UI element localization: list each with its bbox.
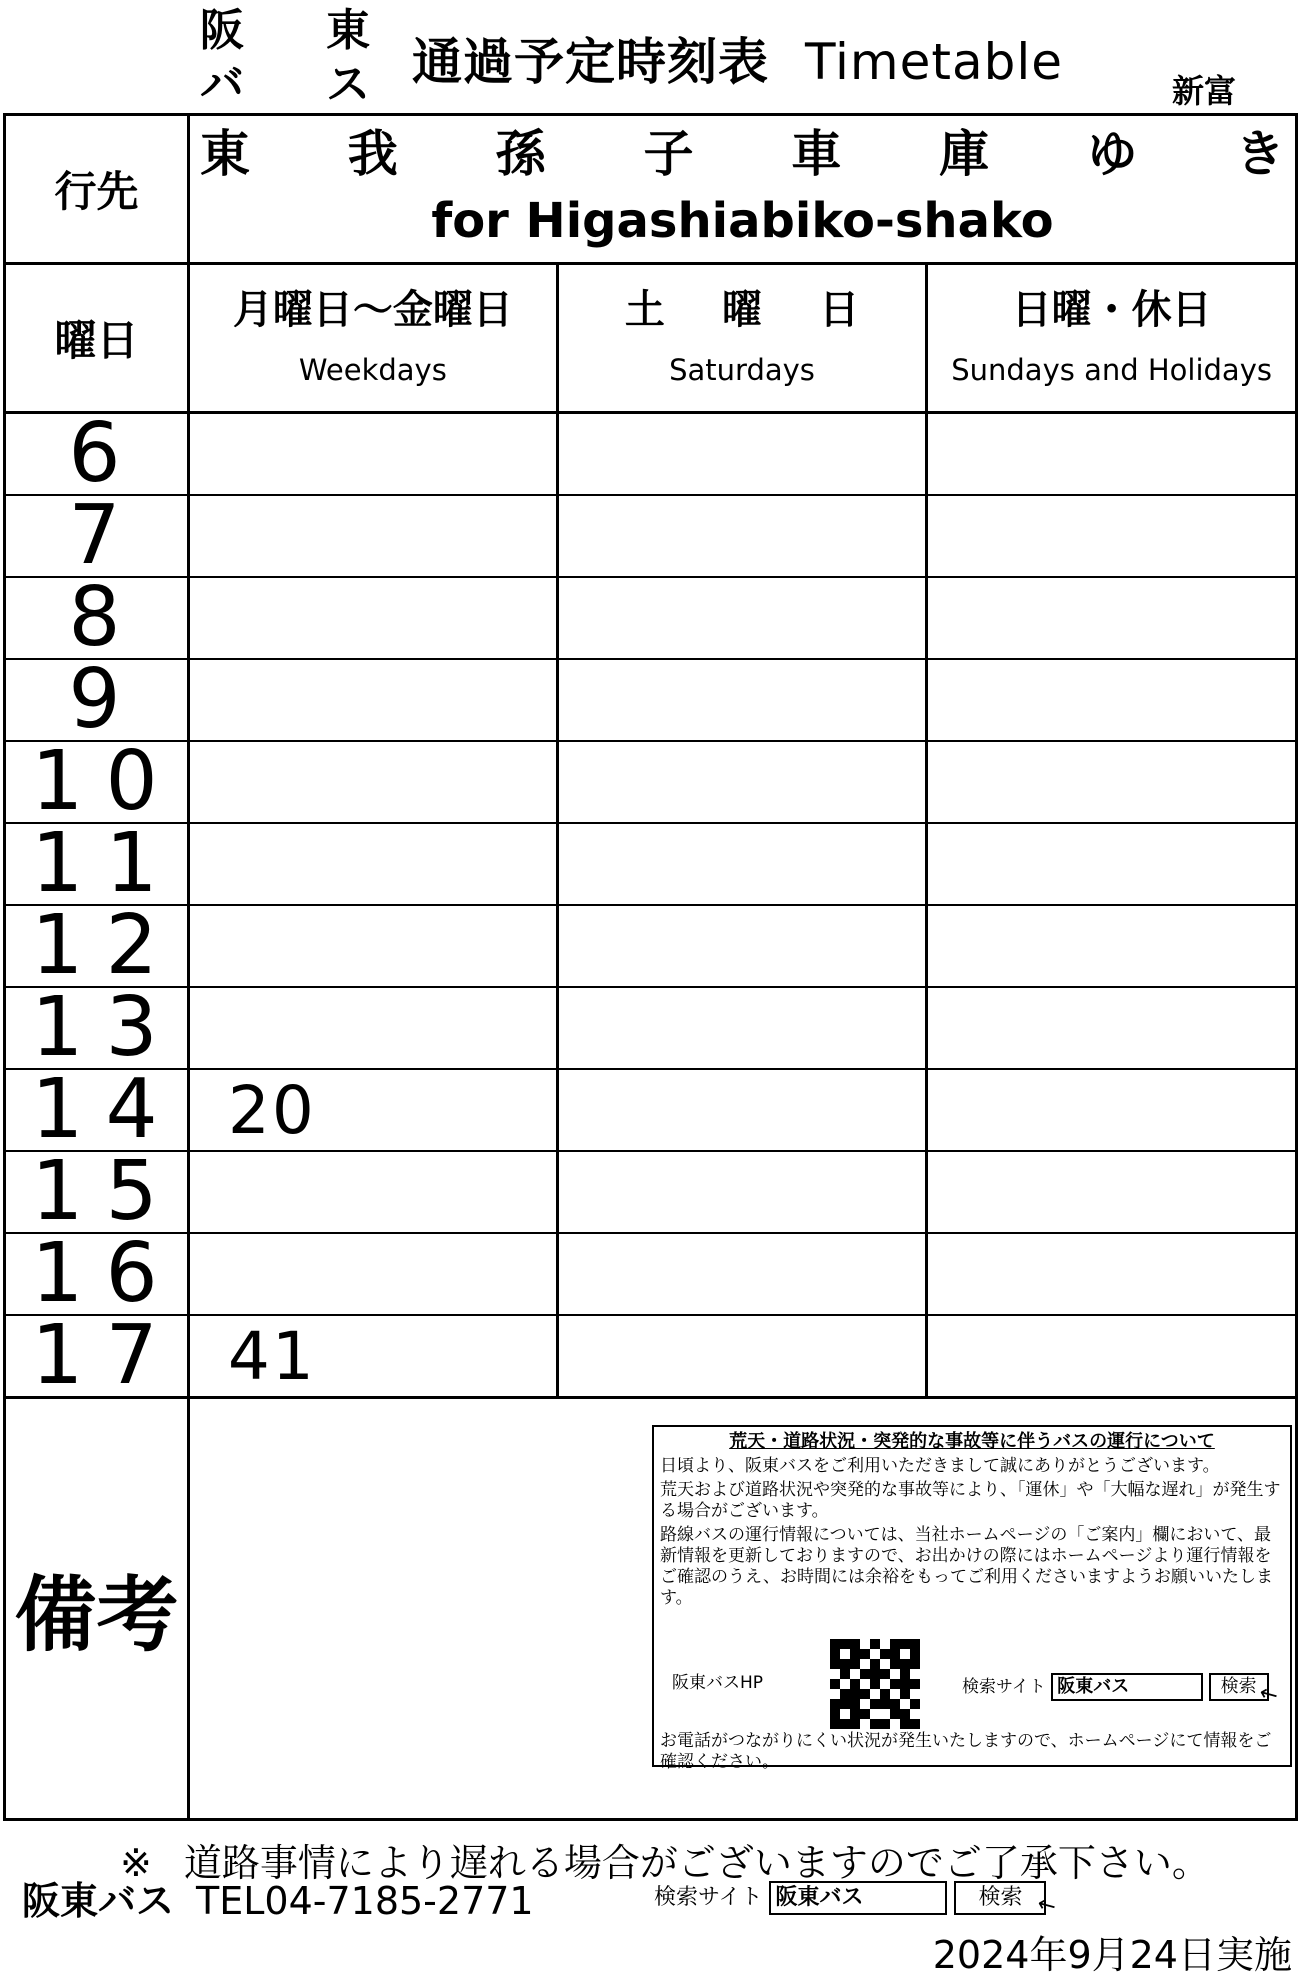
sat-char: 日 [819,287,860,333]
hour-row [5,659,1297,741]
holiday-minutes [927,987,1297,1069]
dest-char: 子 [643,125,694,183]
dest-char: 我 [347,125,398,183]
contact-line [22,1870,534,1925]
saturday-minutes [557,1069,926,1151]
search-input[interactable]: 阪東バス [769,1881,947,1915]
title-ja: 通過予定時刻表 [412,33,769,91]
footer-search [654,1880,1062,1922]
hour-cell: 17 [5,1315,189,1398]
destination-label: 行先 [5,115,189,264]
weekday-minutes [188,905,557,987]
title-en: Timetable [805,33,1063,91]
weekday-minutes [188,741,557,823]
notice-paragraph: お電話がつながりにくい状況が発生いたしますので、ホームページにて情報をご確認ください。 [660,1731,1272,1772]
holiday-minutes [927,823,1297,905]
saturday-minutes [557,659,926,741]
hour-row [5,1069,1297,1151]
stop-name: 新富 [1172,72,1237,110]
weekday-minutes: 41 [188,1315,557,1398]
company-char: 東 [326,5,370,56]
dest-char: 庫 [939,125,990,183]
cursor-icon: ↖ [1032,1890,1062,1922]
hour-row [5,577,1297,659]
search-button-label: 検索 [978,1885,1023,1910]
weekdays-ja: 月曜日～金曜日 [232,287,513,333]
saturday-minutes [557,905,926,987]
page-title [412,22,1063,94]
hour-row [5,987,1297,1069]
saturday-minutes [557,1233,926,1315]
hour-cell: 10 [5,741,189,823]
notes-label: 備考 [5,1398,189,1820]
notice-paragraph: 荒天および道路状況や突発的な事故等により、「運休」や「大幅な遅れ」が発生する場合がございます。 [660,1480,1281,1521]
notice-paragraph: 日頃より、阪東バスをご利用いただきまして誠にありがとうございます。 [660,1456,1220,1476]
search-site-label: 検索サイト [962,1677,1046,1697]
weekdays-header [188,264,557,413]
dest-char: き [1234,125,1285,183]
search-site-label: 検索サイト [654,1885,763,1910]
saturday-minutes [557,741,926,823]
saturday-minutes [557,1151,926,1233]
holidays-en: Sundays and Holidays [951,353,1272,387]
footer-company: 阪東バス [22,1879,175,1923]
hour-row [5,1151,1297,1233]
destination-ja [190,122,1295,186]
destination-cell [188,115,1296,264]
weekday-minutes: 20 [188,1069,557,1151]
day-label: 曜日 [5,264,189,413]
qr-code-icon[interactable] [830,1639,920,1729]
holidays-ja: 日曜・休日 [1011,287,1212,333]
holiday-minutes [927,1151,1297,1233]
hour-cell: 13 [5,987,189,1069]
holiday-minutes [927,1315,1297,1398]
hour-cell: 11 [5,823,189,905]
saturdays-ja [559,278,925,342]
weekday-minutes [188,987,557,1069]
hour-cell: 6 [5,413,189,496]
hour-cell: 7 [5,495,189,577]
dest-char: ゆ [1087,125,1138,183]
hour-row [5,495,1297,577]
note-text: 道路事情により遅れる場合がございますのでご了承下さい。 [183,1841,1210,1885]
holiday-minutes [927,413,1297,496]
hour-row [5,823,1297,905]
weekday-minutes [188,413,557,496]
saturday-minutes [557,1315,926,1398]
hour-cell: 8 [5,577,189,659]
destination-en: for Higashiabiko-shako [431,193,1054,249]
sat-char: 土 [624,287,665,333]
weekdays-en: Weekdays [298,353,447,387]
note-mark: ※ [120,1841,152,1885]
hour-cell: 16 [5,1233,189,1315]
weekday-minutes [188,1233,557,1315]
sat-char: 曜 [722,287,763,333]
holiday-minutes [927,1233,1297,1315]
weekday-minutes [188,823,557,905]
hour-row [5,1315,1297,1398]
company-char: ス [326,59,370,110]
search-button[interactable] [954,1881,1062,1922]
holiday-minutes [927,741,1297,823]
notice-search [962,1673,1284,1711]
saturday-minutes [557,823,926,905]
hour-row [5,741,1297,823]
holiday-minutes [927,1069,1297,1151]
company-char: バ [200,59,244,110]
weekday-minutes [188,577,557,659]
hour-cell: 12 [5,905,189,987]
hp-row [672,1639,1284,1729]
weekday-minutes [188,1151,557,1233]
search-input[interactable]: 阪東バス [1051,1673,1203,1701]
holidays-header [927,264,1297,413]
cursor-icon: ↖ [1254,1679,1284,1711]
saturdays-header [557,264,926,413]
dest-char: 孫 [495,125,546,183]
weekday-minutes [188,659,557,741]
hour-cell: 14 [5,1069,189,1151]
holiday-minutes [927,905,1297,987]
search-button-label: 検索 [1220,1676,1257,1697]
effective-date: 2024年9月24日実施 [932,1933,1292,1977]
saturdays-en: Saturdays [669,353,815,387]
hour-row [5,905,1297,987]
hp-label: 阪東バスHP [672,1673,764,1693]
search-button[interactable] [1209,1673,1284,1711]
hour-cell: 15 [5,1151,189,1233]
saturday-minutes [557,495,926,577]
hour-row [5,413,1297,496]
company-name [200,4,370,112]
dest-char: 車 [791,125,842,183]
holiday-minutes [927,495,1297,577]
notice-paragraph: 路線バスの運行情報については、当社ホームページの「ご案内」欄において、最新情報を更新しておりますので、お出かけの際にはホームページより運行情報をご確認のうえ、お時間には余裕をもってご利用くださいますようお願いいたします。 [660,1525,1274,1608]
dest-char: 東 [199,125,250,183]
service-notice [652,1425,1292,1772]
phone-number: TEL04-7185-2771 [196,1879,534,1923]
company-char: 阪 [200,5,244,56]
hour-cell: 9 [5,659,189,741]
hour-row [5,1233,1297,1315]
weekday-minutes [188,495,557,577]
holiday-minutes [927,577,1297,659]
saturday-minutes [557,987,926,1069]
holiday-minutes [927,659,1297,741]
saturday-minutes [557,577,926,659]
notice-title: 荒天・道路状況・突発的な事故等に伴うバスの運行について [729,1431,1215,1452]
saturday-minutes [557,413,926,496]
